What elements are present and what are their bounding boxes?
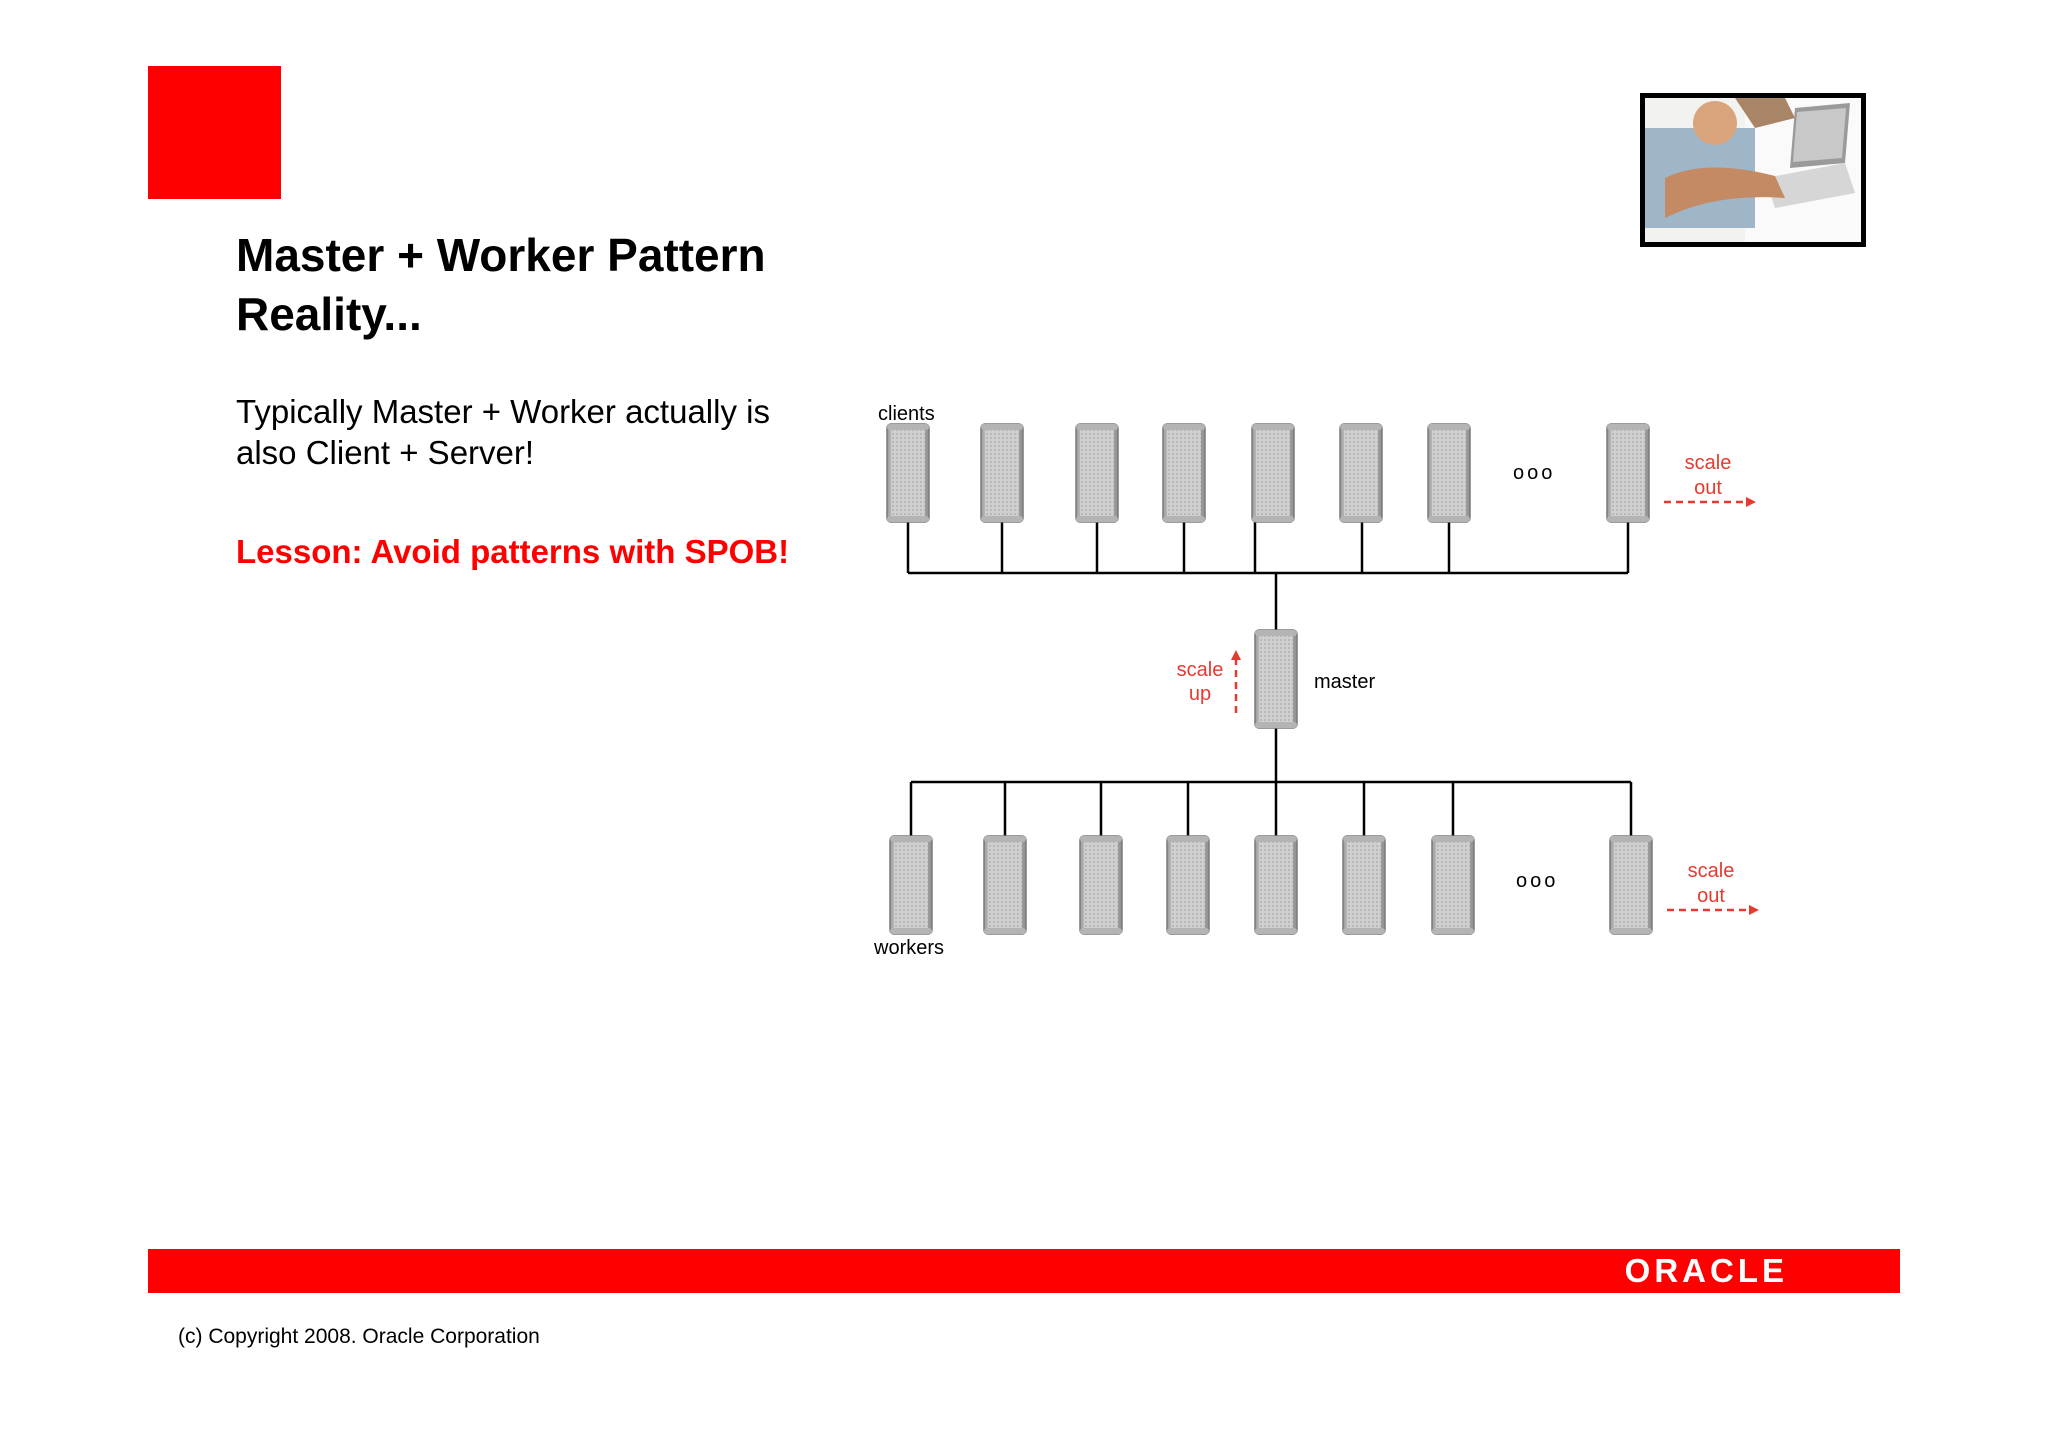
tower-server-icon (1343, 836, 1385, 934)
lesson-text: Lesson: Avoid patterns with SPOB! (236, 533, 790, 570)
tower-server-icon (1080, 836, 1122, 934)
oracle-logo: ORACLE (1624, 1252, 1788, 1289)
tower-server-icon (1167, 836, 1209, 934)
tower-server-icon (1076, 424, 1118, 522)
tower-server-icon (1255, 836, 1297, 934)
clients-scale-out-arrowhead (1746, 497, 1756, 507)
tower-server-icon (981, 424, 1023, 522)
workers-scale-out-arrowhead (1749, 905, 1759, 915)
scale-up-arrowhead (1231, 650, 1241, 660)
header-photo (1640, 93, 1866, 247)
scale-up-line2: up (1188, 683, 1212, 705)
clients-label: clients (878, 403, 935, 425)
tower-server-icon (1607, 424, 1649, 522)
copyright-text: (c) Copyright 2008. Oracle Corporation (178, 1325, 540, 1348)
scale-up-line1: scale (1176, 659, 1224, 681)
tower-server-icon (887, 424, 929, 522)
workers-label: workers (874, 937, 945, 959)
tower-server-icon (1428, 424, 1470, 522)
slide-title: Master + Worker Pattern Reality... (236, 229, 766, 340)
master-server-icon (1255, 630, 1297, 728)
clients-scale-out-line2: out (1694, 477, 1722, 499)
clients-ellipsis: ooo (1513, 462, 1556, 484)
slide-body-text: Typically Master + Worker actually is also Client + Server! (236, 393, 770, 471)
clients-scale-out-line1: scale (1684, 452, 1732, 474)
tower-server-icon (1432, 836, 1474, 934)
tower-server-icon (1252, 424, 1294, 522)
workers-scale-out-line2: out (1697, 885, 1725, 907)
workers-ellipsis: ooo (1516, 870, 1559, 892)
tower-server-icon (984, 836, 1026, 934)
workers-scale-out-line1: scale (1687, 860, 1735, 882)
master-worker-diagram (860, 390, 1780, 970)
footer-bar (148, 1249, 1900, 1293)
brand-red-square (148, 66, 281, 199)
worker-bus-lines (911, 728, 1631, 836)
master-label: master (1314, 671, 1376, 693)
person-at-laptop-photo-icon (1645, 98, 1861, 242)
tower-server-icon (1163, 424, 1205, 522)
tower-server-icon (1340, 424, 1382, 522)
tower-server-icon (1610, 836, 1652, 934)
tower-server-icon (890, 836, 932, 934)
client-bus-lines (908, 522, 1628, 632)
